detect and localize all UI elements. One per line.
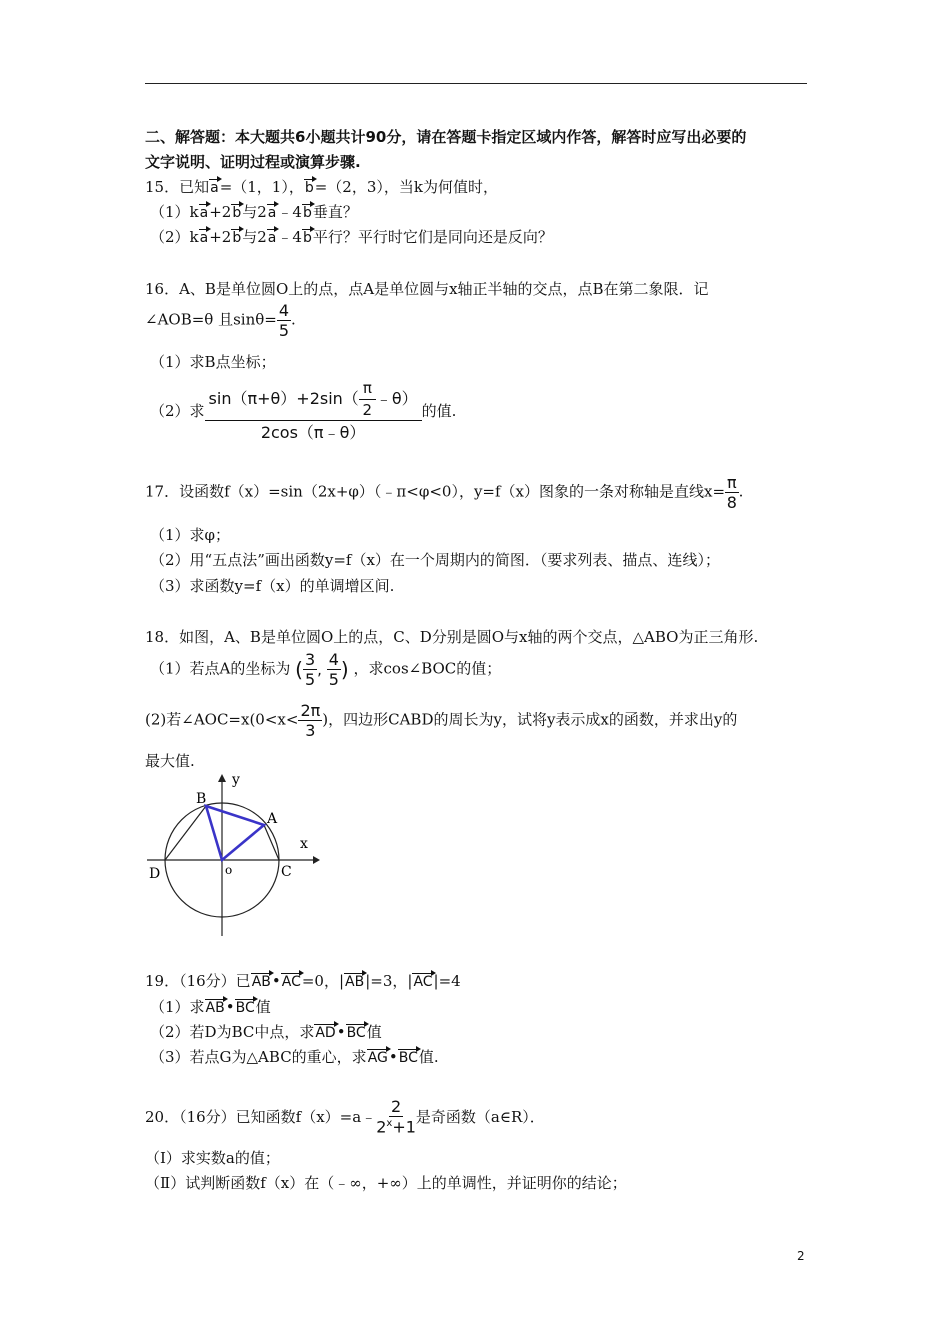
q20-stem: 20．（16分）已知函数f（x）=a﹣ $\frac{2}{2^x+1}$ 是奇函数（a∈R）． [145, 1097, 545, 1136]
sin-fraction: $\frac{4}{5}$ [278, 301, 290, 340]
q19-stem: 19．（16分）已AB•AC=0，|AB|=3，|AC|=4 [145, 972, 461, 990]
svg-text:D: D [149, 866, 161, 882]
q18-stem: 18．如图，A、B是单位圆O上的点，C、D分别是圆O与x轴的两个交点，△ABO为正三角形. [145, 628, 759, 646]
q15-part1: （1）ka+2b与2a﹣4b垂直？ [150, 203, 358, 221]
q20-part1: （Ⅰ）求实数a的值； [145, 1149, 280, 1167]
q19-part1: （1）求AB•BC值 [150, 998, 271, 1016]
svg-text:C: C [281, 864, 292, 880]
q19-part3: （3）若点G为△ABC的重心，求AG•BC值. [150, 1048, 439, 1066]
unit-circle-figure [145, 768, 320, 940]
svg-text:x: x [300, 836, 308, 852]
q20-part2: （Ⅱ）试判断函数f（x）在（﹣∞，+∞）上的单调性，并证明你的结论； [145, 1174, 627, 1192]
svg-text:y: y [232, 772, 240, 788]
svg-text:A: A [267, 811, 278, 827]
q15-part2: （2）ka+2b与2a﹣4b平行？平行时它们是同向还是反向？ [150, 228, 553, 246]
q18-part1: （1）若点A的坐标为 ( $\frac{3}{5}$ , $\frac{4}{5}$ ) ，求cos∠BOC的值； [150, 650, 502, 689]
svg-text:B: B [196, 791, 207, 807]
q20-fraction: $\frac{2}{2^x+1}$ [376, 1097, 416, 1136]
pi-over-8: $\frac{\pi}{8}$ [726, 473, 737, 512]
q17-stem: 17．设函数f（x）=sin（2x+φ）（﹣π<φ<0），y=f（x）图象的一条对称轴是直线x= $\frac{\pi}{8}$ . [145, 473, 744, 512]
q16-part1: （1）求B点坐标； [150, 353, 276, 371]
q15-stem: 15．已知a=（1，1），b=（2，3），当k为何值时， [145, 178, 498, 196]
q16-part2: （2）求 sin（π+θ）+2sin（ $\frac{\pi}{2}$ ﹣θ） 2cos（π﹣θ） 的值. [150, 379, 457, 442]
q19-part2: （2）若D为BC中点，求AD•BC值 [150, 1023, 382, 1041]
header-rule [145, 83, 807, 84]
q16-stem-line1: 16．A、B是单位圆O上的点，点A是单位圆与x轴正半轴的交点，点B在第二象限．记 [145, 280, 709, 298]
q17-part3: （3）求函数y=f（x）的单调增区间. [150, 577, 395, 595]
svg-text:o: o [225, 863, 233, 877]
section-heading-line2: 文字说明、证明过程或演算步骤. [145, 153, 361, 171]
q18-part2: (2)若∠AOC=x(0<x< $\frac{2\pi}{3}$ )，四边形CABD的周长为y，试将y表示成x的函数，并求出y的 [145, 701, 738, 740]
section-heading-line1: 二、解答题：本大题共6小题共计90分，请在答题卡指定区域内作答，解答时应写出必要的 [145, 128, 747, 146]
trig-expression: sin（π+θ）+2sin（ $\frac{\pi}{2}$ ﹣θ） 2cos（π﹣θ） [205, 380, 422, 442]
page-number: 2 [797, 1249, 805, 1263]
q17-part2: （2）用“五点法”画出函数y=f（x）在一个周期内的简图．（要求列表、描点、连线）； [150, 551, 720, 569]
q18-part2-line2: 最大值. [145, 752, 195, 770]
q17-part1: （1）求φ； [150, 526, 231, 544]
q16-stem-line2: ∠AOB=θ 且sinθ= $\frac{4}{5}$ . [145, 301, 296, 340]
